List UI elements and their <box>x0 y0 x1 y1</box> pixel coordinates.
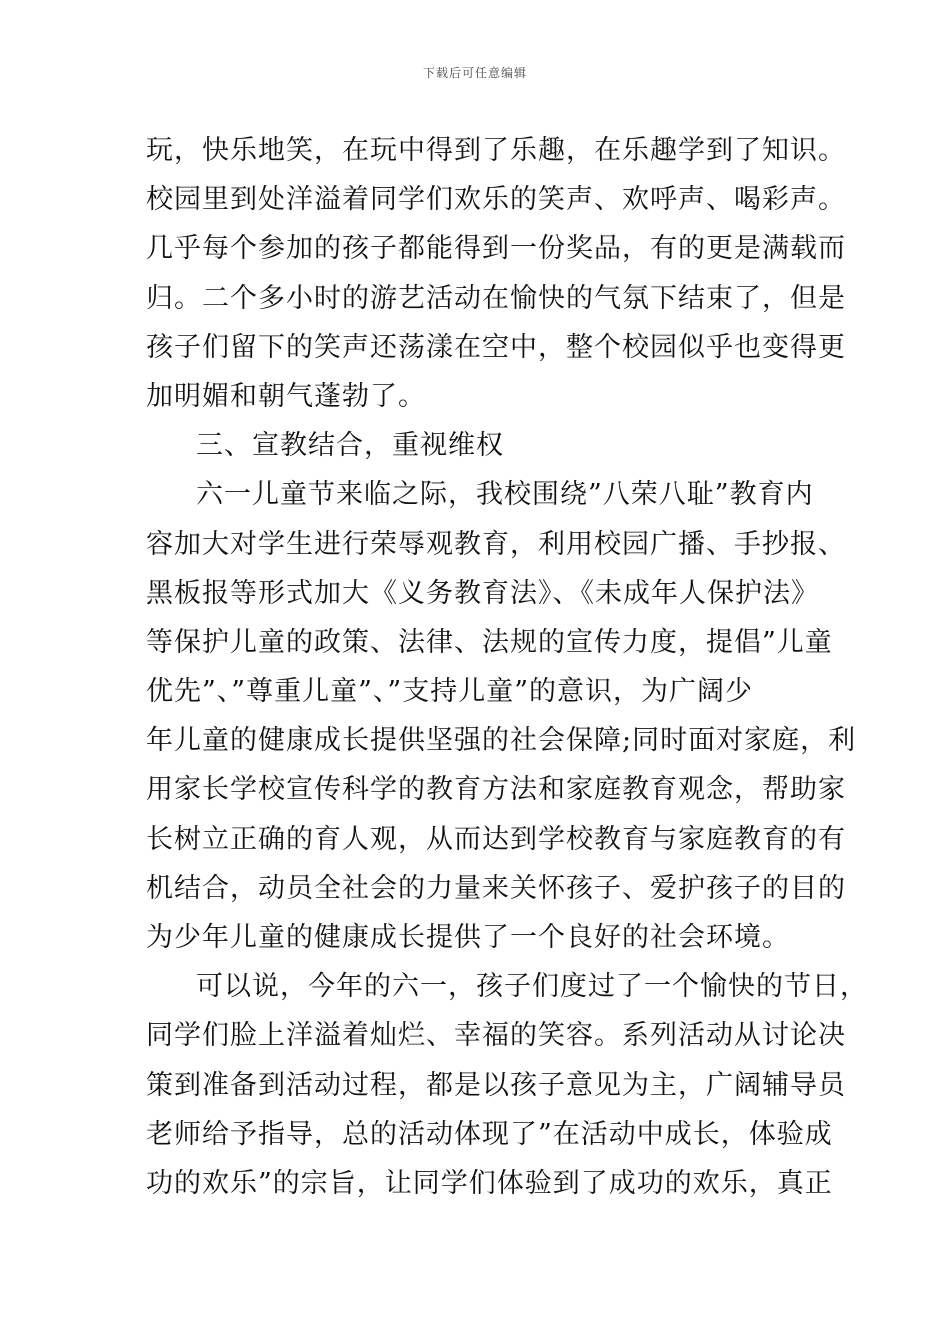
text-line: 黑板报等形式加大《义务教育法》、《未成年人保护法》 <box>146 577 819 609</box>
text-line: 功的欢乐”的宗旨，让同学们体验到了成功的欢乐，真正 <box>146 1167 833 1199</box>
text-line: 孩子们留下的笑声还荡漾在空中，整个校园似乎也变得更 <box>146 331 846 363</box>
text-line: 优先”、”尊重儿童”、”支持儿童”的意识，为广阔少 <box>146 676 754 708</box>
text-line: 机结合，动员全社会的力量来关怀孩子、爱护孩子的目的 <box>146 872 846 904</box>
text-line: 六一儿童节来临之际，我校围绕”八荣八耻”教育内 <box>196 479 814 511</box>
header-note: 下载后可任意编辑 <box>422 66 527 80</box>
text-line: 长树立正确的育人观，从而达到学校教育与家庭教育的有 <box>146 823 846 855</box>
text-line: 校园里到处洋溢着同学们欢乐的笑声、欢呼声、喝彩声。 <box>146 184 846 216</box>
text-line: 加明媚和朝气蓬勃了。 <box>146 380 426 412</box>
text-line: 同学们脸上洋溢着灿烂、幸福的笑容。系列活动从讨论决 <box>146 1020 846 1052</box>
text-line: 容加大对学生进行荣辱观教育，利用校园广播、手抄报、 <box>146 528 846 560</box>
text-line: 策到准备到活动过程，都是以孩子意见为主，广阔辅导员 <box>146 1069 846 1101</box>
text-line: 用家长学校宣传科学的教育方法和家庭教育观念，帮助家 <box>146 774 846 806</box>
text-line: 可以说，今年的六一，孩子们度过了一个愉快的节日， <box>196 971 868 1003</box>
text-line: 等保护儿童的政策、法律、法规的宣传力度，提倡”儿童 <box>146 626 833 658</box>
text-line: 几乎每个参加的孩子都能得到一份奖品，有的更是满载而 <box>146 233 846 265</box>
text-line: 为少年儿童的健康成长提供了一个良好的社会环境。 <box>146 922 790 953</box>
section-heading: 三、宣教结合，重视维权 <box>196 430 504 462</box>
document-body <box>146 126 868 1208</box>
text-line: 年儿童的健康成长提供坚强的社会保障;同时面对家庭，利 <box>146 725 857 757</box>
text-line: 归。二个多小时的游艺活动在愉快的气氛下结束了，但是 <box>146 282 846 314</box>
text-line: 玩，快乐地笑，在玩中得到了乐趣，在乐趣学到了知识。 <box>146 135 846 166</box>
text-line: 老师给予指导，总的活动体现了”在活动中成长，体验成 <box>146 1118 833 1150</box>
